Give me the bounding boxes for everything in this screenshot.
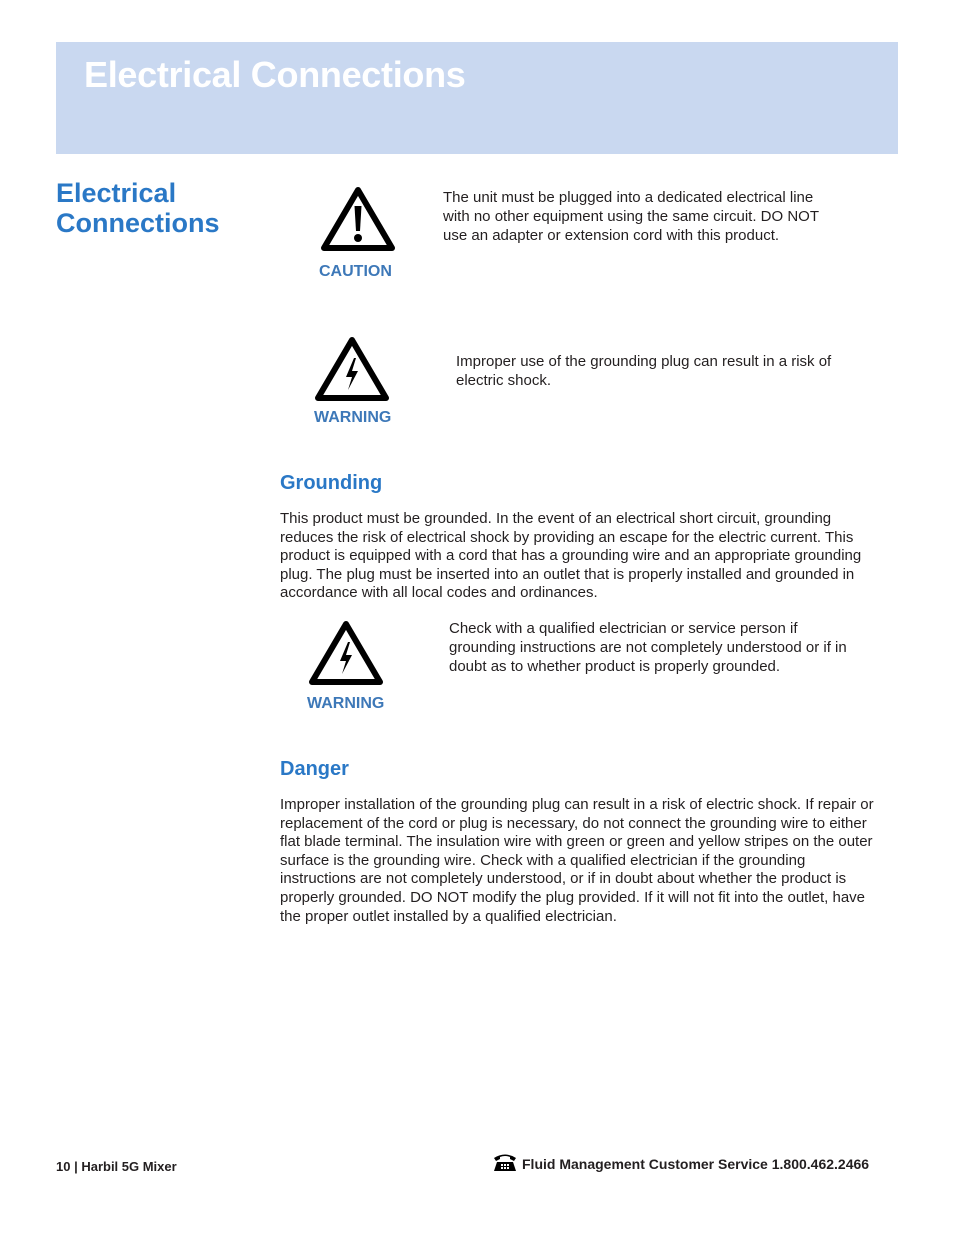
header-banner [56,42,898,154]
warning-label: WARNING [307,695,385,712]
caution-exclamation-icon [320,186,396,252]
grounding-text: This product must be grounded. In the event of an electrical short circuit, grounding reduces the risk of electrical shock by providing an escape for the electric current. This product is equipped with a cord that has a grounding wire and an appropriate grounding plug. The plug must be inserted into an outlet that is properly installed and grounded in accordance with all local codes and ordinances. [280,510,862,602]
warning-text: Improper use of the grounding plug can result in a risk of electric shock. [456,353,832,389]
electric-shock-warning-icon [314,336,390,402]
grounding-heading: Grounding [280,472,383,494]
page-number-label: 10 | Harbil 5G Mixer [56,1159,177,1174]
section-title: Electrical Connections [56,178,220,238]
caution-label: CAUTION [319,263,392,280]
warning-text: Check with a qualified electrician or service person if grounding instructions are not completely understood or if in doubt as to whether product is properly grounded. [449,620,847,675]
telephone-icon [492,1152,518,1175]
electric-shock-warning-icon [308,620,384,686]
danger-heading: Danger [280,758,349,780]
banner-title: Electrical Connections [84,54,466,95]
warning-label: WARNING [314,409,392,426]
customer-service-text: Fluid Management Customer Service 1.800.462.2466 [522,1155,870,1172]
danger-text: Improper installation of the grounding plug can result in a risk of electric shock. If repair or replacement of the cord or plug is necessary, do not connect the grounding wire to either flat blade terminal. The insulation wire with green or green and yellow stripes on the outer surface is the grounding wire. Check with a qualified electrician if the grounding instructions are not completely understood, or if in doubt about whether the product is properly grounded. DO NOT modify the plug provided. If it will not fit into the outlet, have the proper outlet installed by a qualified electrician. [280,796,874,925]
customer-service-contact [492,1152,869,1175]
caution-text: The unit must be plugged into a dedicated electrical line with no other equipment using the same circuit. DO NOT use an adapter or extension cord with this product. [443,189,819,244]
